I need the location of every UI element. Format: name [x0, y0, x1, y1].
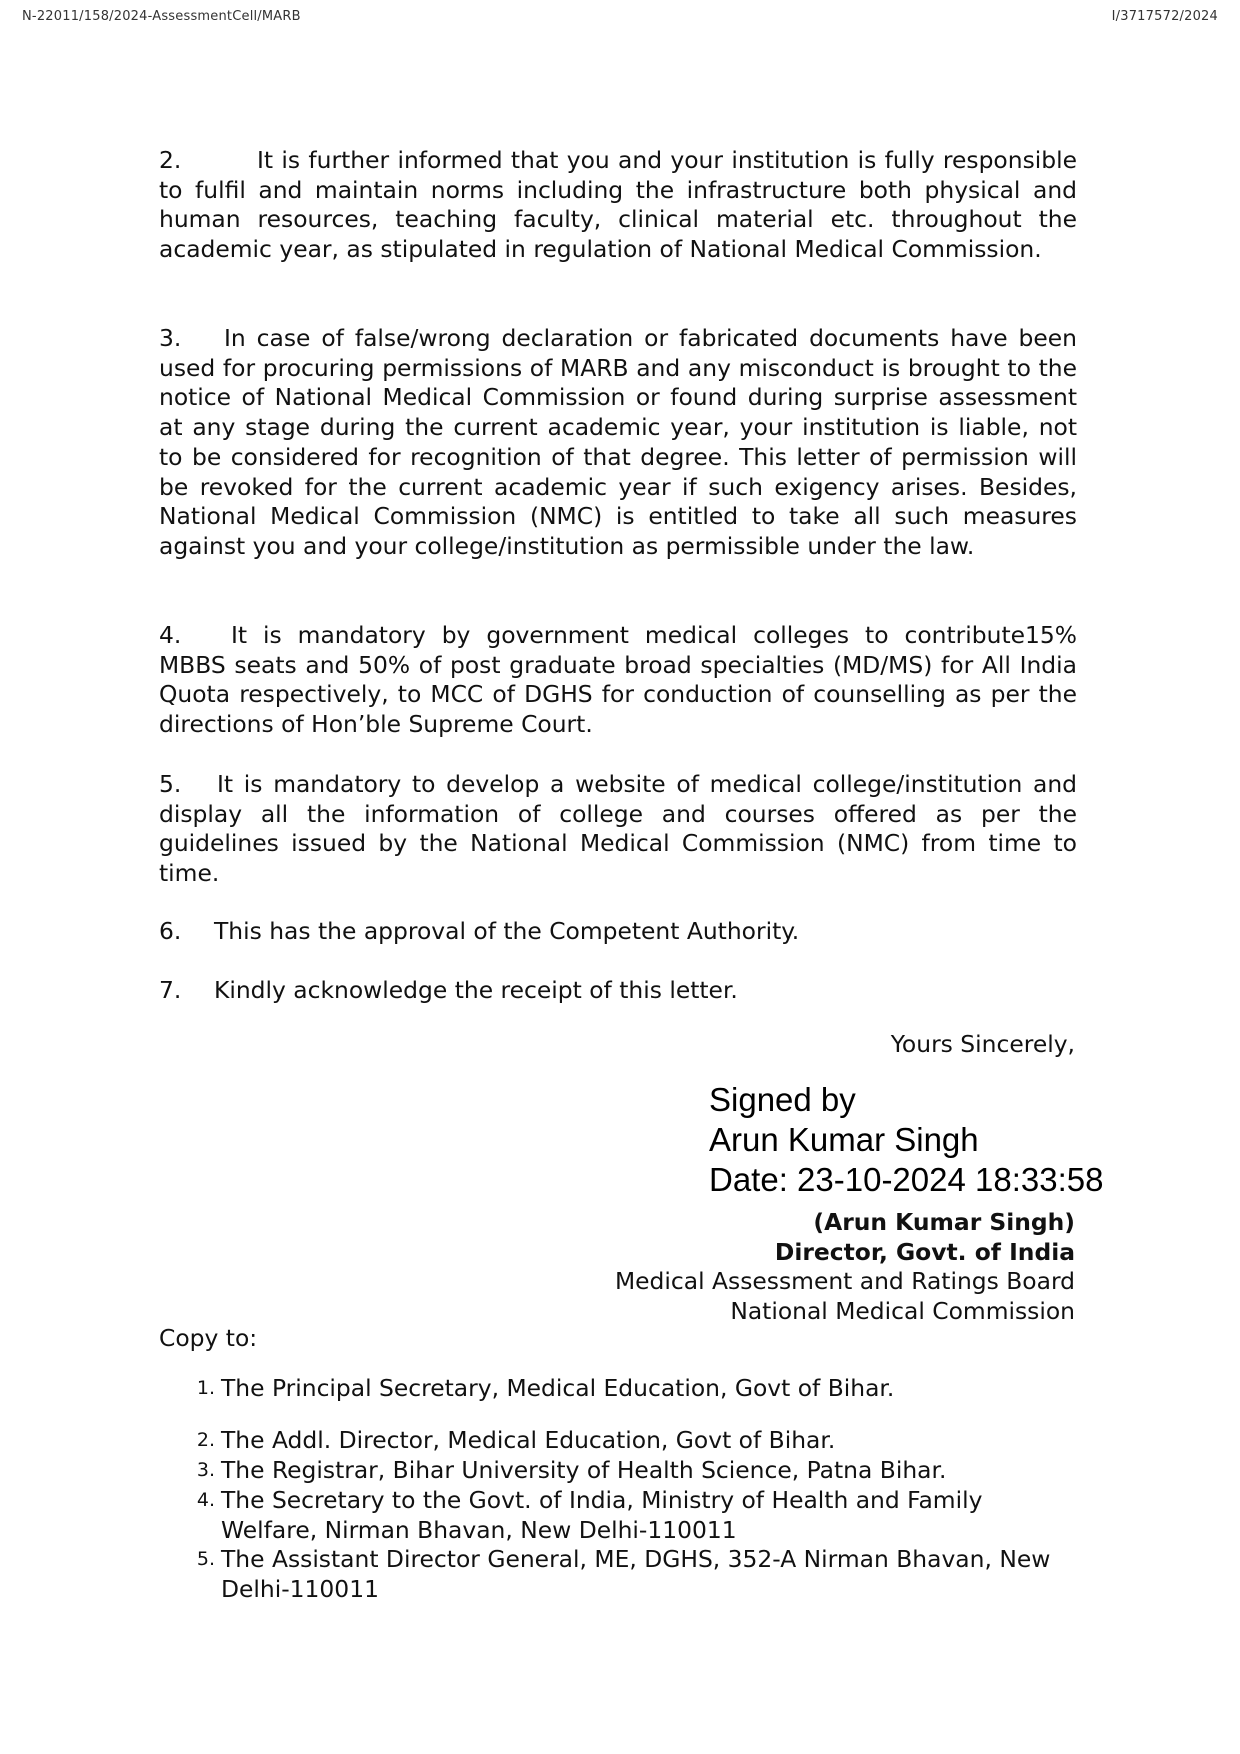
paragraph-text: It is mandatory to develop a website of medical college/institution and display all the information of college and courses offered as per the guidelines issued by the National Medical Commission (NMC) from time to time. [159, 770, 1077, 888]
paragraph-6 [159, 917, 1077, 947]
copy-to-item [159, 1374, 1059, 1404]
copy-to-text: The Assistant Director General, ME, DGHS, 352-A Nirman Bhavan, New Delhi-110011 [221, 1545, 1051, 1603]
paragraph-number: 7. [159, 976, 182, 1004]
paragraph-text: In case of false/wrong declaration or fabricated documents have been used for procuring permissions of MARB and any misconduct is brought to the notice of National Medical Commission or found during surprise assessment at any stage during the current academic year, your institution is liable, not to be considered for recognition of that degree. This letter of permission will be revoked for the current academic year if such exigency arises. Besides, National Medical Commission (NMC) is entitled to take all such measures against you and your college/institution as permissible under the law. [159, 324, 1077, 560]
paragraph-4 [159, 621, 1077, 740]
paragraph-2 [159, 146, 1077, 265]
copy-to-item [159, 1486, 1039, 1545]
signatory-board: Medical Assessment and Ratings Board [614, 1267, 1075, 1296]
paragraph-text: Kindly acknowledge the receipt of this letter. [214, 976, 738, 1004]
signatory-name: (Arun Kumar Singh) [813, 1208, 1075, 1236]
copy-to-index: 3. [196, 1459, 215, 1481]
copy-to-text: The Addl. Director, Medical Education, Govt of Bihar. [221, 1426, 836, 1454]
paragraph-number: 4. [159, 621, 182, 649]
paragraph-text: It is mandatory by government medical colleges to contribute15% MBBS seats and 50% of post graduate broad specialties (MD/MS) for All India Quota respectively, to MCC of DGHS for conduction of counselling as per the directions of Hon’ble Supreme Court. [159, 621, 1077, 739]
reference-number: I/3717572/2024 [1111, 9, 1218, 24]
signatory-commission: National Medical Commission [730, 1297, 1075, 1326]
copy-to-item [159, 1456, 1059, 1486]
copy-to-text: The Principal Secretary, Medical Education, Govt of Bihar. [221, 1374, 895, 1402]
paragraph-3 [159, 324, 1077, 562]
signature-name: Arun Kumar Singh [709, 1121, 979, 1158]
copy-to-label: Copy to: [159, 1324, 258, 1352]
paragraph-number: 6. [159, 917, 182, 945]
digital-signature [709, 1080, 1103, 1200]
copy-to-index: 5. [196, 1548, 215, 1570]
closing-salutation: Yours Sincerely, [890, 1030, 1075, 1058]
file-number: N-22011/158/2024-AssessmentCell/MARB [22, 9, 301, 24]
paragraph-number: 2. [159, 146, 182, 174]
paragraph-number: 3. [159, 324, 182, 352]
signature-signed-by: Signed by [709, 1081, 856, 1118]
designation-block [615, 1208, 1075, 1327]
paragraph-text: It is further informed that you and your institution is fully responsible to fulfil and maintain norms including the infrastructure both physical and human resources, teaching faculty, clinical material etc. throughout the academic year, as stipulated in regulation of National Medical Commission. [159, 146, 1077, 264]
paragraph-text: This has the approval of the Competent Authority. [214, 917, 800, 945]
signatory-title: Director, Govt. of India [774, 1237, 1075, 1266]
paragraph-7 [159, 976, 1077, 1006]
paragraph-5 [159, 770, 1077, 889]
copy-to-item [159, 1426, 1059, 1456]
signature-date: Date: 23-10-2024 18:33:58 [709, 1161, 1104, 1198]
copy-to-index: 2. [196, 1429, 215, 1451]
copy-to-index: 4. [196, 1489, 215, 1511]
copy-to-item [159, 1545, 1059, 1604]
paragraph-number: 5. [159, 770, 182, 798]
copy-to-index: 1. [196, 1377, 215, 1399]
copy-to-text: The Registrar, Bihar University of Health Science, Patna Bihar. [221, 1456, 947, 1484]
copy-to-text: The Secretary to the Govt. of India, Ministry of Health and Family Welfare, Nirman Bhavan, New Delhi-110011 [221, 1486, 983, 1544]
